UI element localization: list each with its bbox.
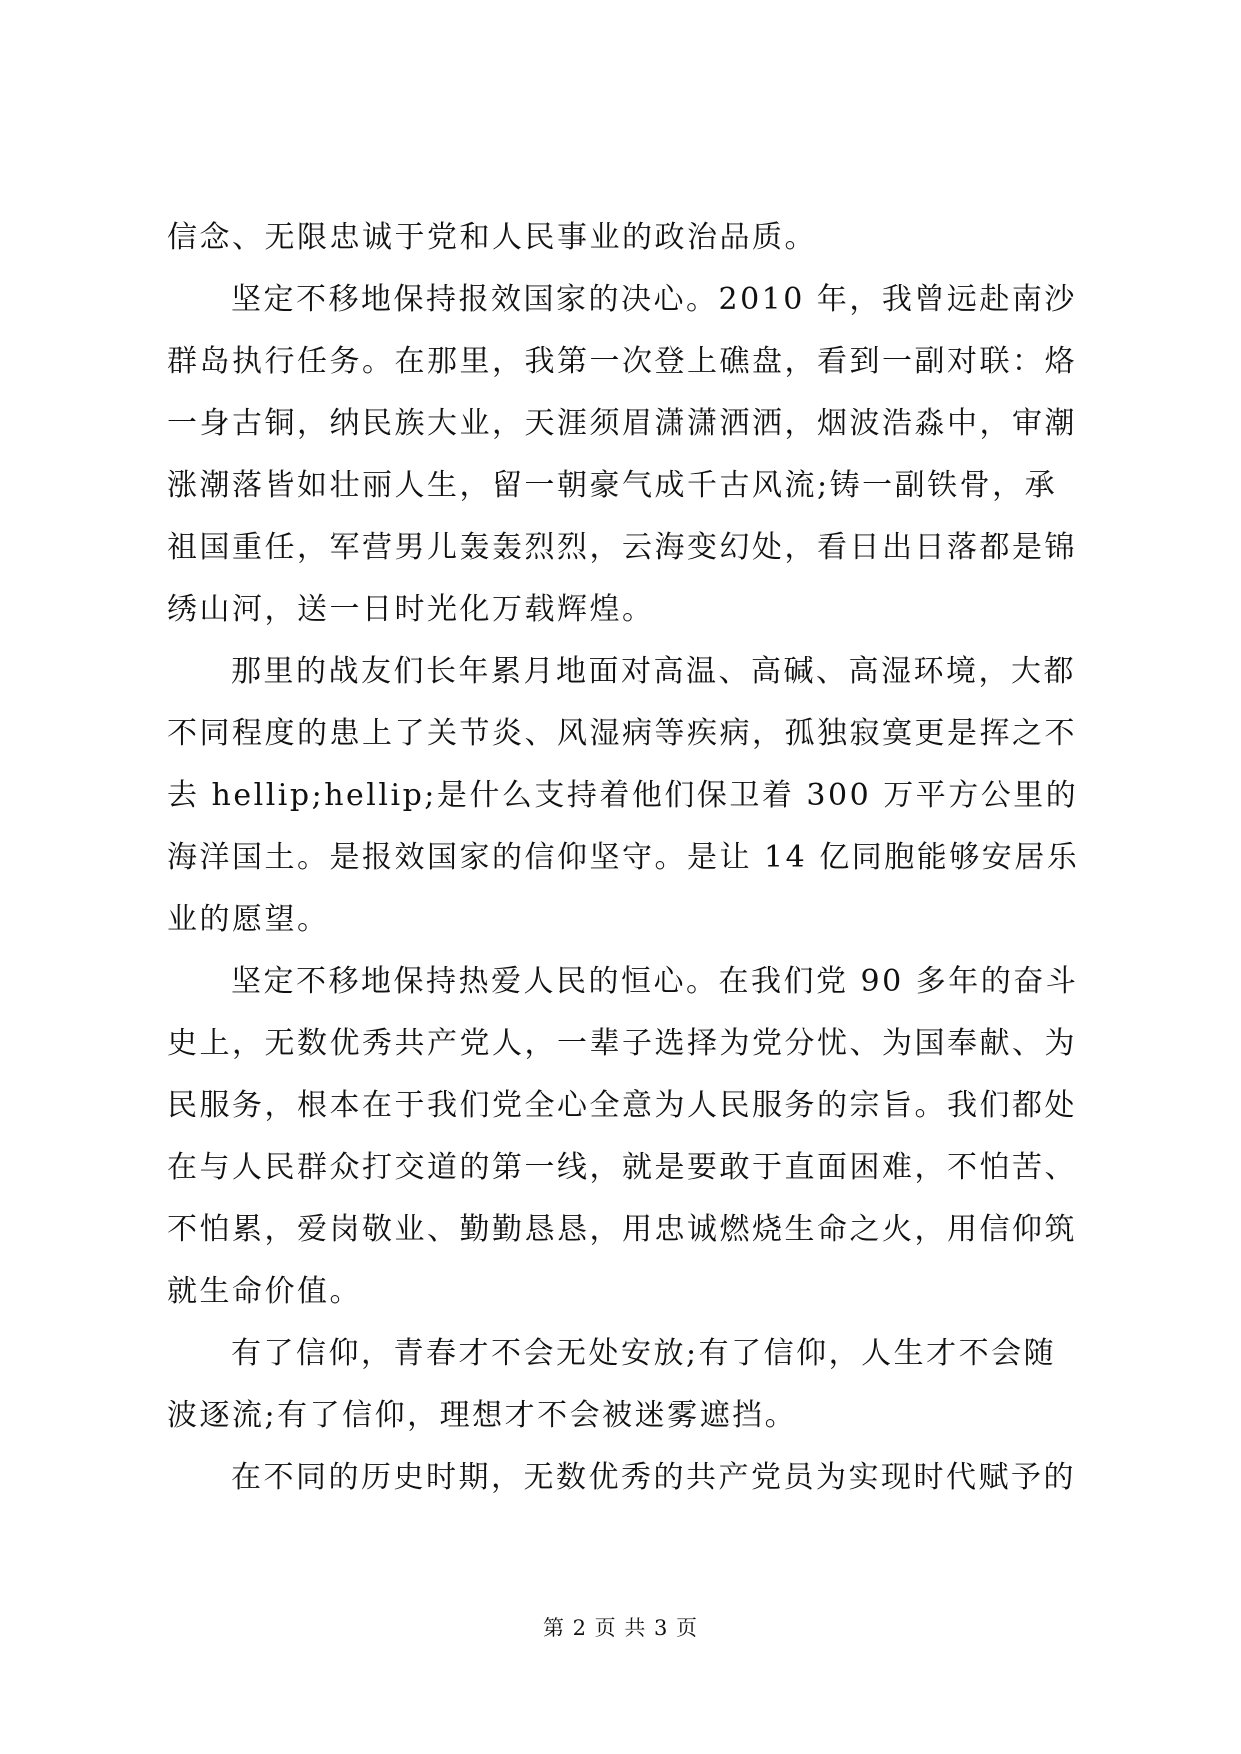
- text-line: 波逐流;有了信仰，理想才不会被迷雾遮挡。: [167, 1398, 798, 1433]
- paragraph-start-line: 有了信仰，青春才不会无处安放;有了信仰，人生才不会随: [231, 1336, 1057, 1371]
- document-body: [167, 207, 1080, 1509]
- text-line: 不同程度的患上了关节炎、风湿病等疾病，孤独寂寞更是挥之不: [167, 716, 1077, 751]
- paragraph-start-line: 坚定不移地保持报效国家的决心。2010 年，我曾远赴南沙: [231, 282, 1077, 317]
- text-line: 就生命价值。: [167, 1274, 362, 1309]
- text-line: 一身古铜，纳民族大业，天涯须眉潇潇洒洒，烟波浩淼中，审潮: [167, 406, 1077, 441]
- text-line: 海洋国土。是报效国家的信仰坚守。是让 14 亿同胞能够安居乐: [167, 840, 1080, 875]
- text-line: 绣山河，送一日时光化万载辉煌。: [167, 592, 655, 627]
- paragraph-start-line: 在不同的历史时期，无数优秀的共产党员为实现时代赋予的: [231, 1460, 1076, 1495]
- text-line: 信念、无限忠诚于党和人民事业的政治品质。: [167, 220, 817, 255]
- text-line: 祖国重任，军营男儿轰轰烈烈，云海变幻处，看日出日落都是锦: [167, 530, 1077, 565]
- text-line: 业的愿望。: [167, 902, 330, 937]
- text-line: 群岛执行任务。在那里，我第一次登上礁盘，看到一副对联：烙: [167, 344, 1077, 379]
- text-line: 涨潮落皆如壮丽人生，留一朝豪气成千古风流;铸一副铁骨，承: [167, 468, 1058, 503]
- text-line: 史上，无数优秀共产党人，一辈子选择为党分忧、为国奉献、为: [167, 1026, 1077, 1061]
- text-line: 在与人民群众打交道的第一线，就是要敢于直面困难，不怕苦、: [167, 1150, 1077, 1185]
- paragraph-start-line: 坚定不移地保持热爱人民的恒心。在我们党 90 多年的奋斗: [231, 964, 1079, 999]
- text-line: 民服务，根本在于我们党全心全意为人民服务的宗旨。我们都处: [167, 1088, 1077, 1123]
- page-footer: 第 2 页 共 3 页: [542, 1616, 699, 1640]
- text-line: 去 hellip;hellip;是什么支持着他们保卫着 300 万平方公里的: [167, 778, 1079, 813]
- text-line: 不怕累，爱岗敬业、勤勤恳恳，用忠诚燃烧生命之火，用信仰筑: [167, 1212, 1077, 1247]
- paragraph-start-line: 那里的战友们长年累月地面对高温、高碱、高湿环境，大都: [231, 654, 1076, 689]
